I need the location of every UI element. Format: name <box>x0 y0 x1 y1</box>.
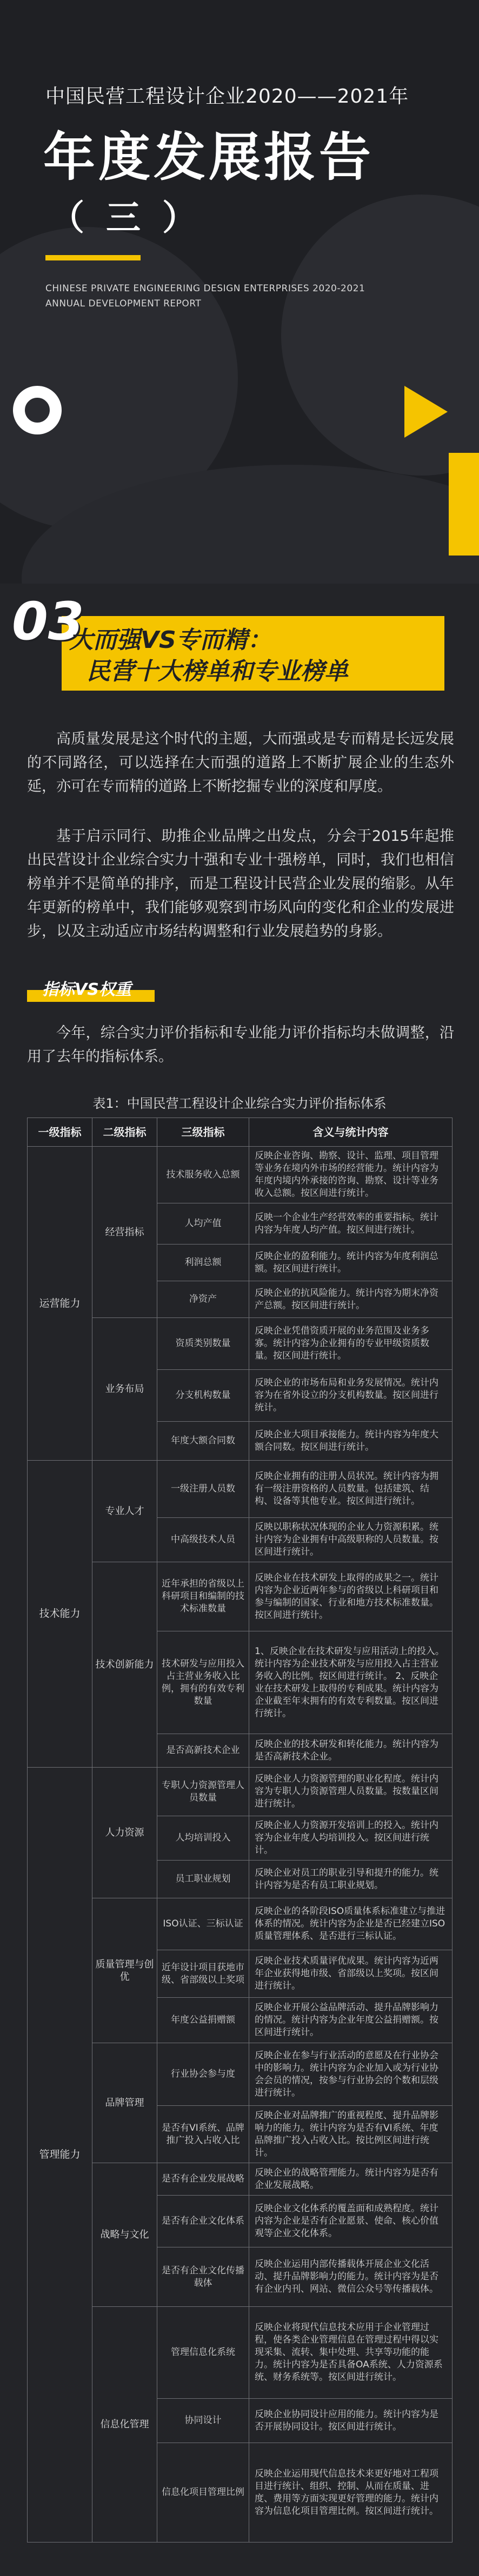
title-underline <box>45 255 141 260</box>
level3-cell: 年度公益捐赠额 <box>157 1998 249 2043</box>
level3-cell: 一级注册人员数 <box>157 1461 249 1518</box>
section-title-line1: 大而强VS专而精： <box>69 626 271 654</box>
description-cell: 反映企业的市场布局和业务发展情况。统计内容为在省外设立的分支机构数量。按区间进行统计。 <box>249 1370 453 1422</box>
level3-cell: 是否高新技术企业 <box>157 1734 249 1768</box>
level3-cell: 是否有企业文化传播载体 <box>157 2247 249 2307</box>
level3-cell: 人均培训投入 <box>157 1816 249 1861</box>
description-cell: 反映企业对员工的职业引导和提升的能力。统计内容为是否有员工职业规划。 <box>249 1861 453 1898</box>
paragraph: 今年，综合实力评价指标和专业能力评价指标均未做调整，沿用了去年的指标体系。 <box>27 1025 454 1065</box>
level2-cell: 业务布局 <box>92 1318 157 1461</box>
description-cell: 反映企业的盈利能力。统计内容为年度利润总额。按区间进行统计。 <box>249 1244 453 1281</box>
description-cell: 反映企业在参与行业活动的意愿及在行业协会中的影响力。统计内容为企业加入或为行业协会会员的情况，按参与行业协会的个数和层级进行统计。 <box>249 2043 453 2106</box>
report-part: （三） <box>50 198 218 238</box>
table-caption: 表1：中国民营工程设计企业综合实力评价指标体系 <box>92 1096 387 1111</box>
level3-cell: 行业协会参与度 <box>157 2043 249 2106</box>
level1-cell: 管理能力 <box>28 1768 92 2542</box>
description-cell: 反映企业的技术研发和转化能力。统计内容为是否高新技术企业。 <box>249 1734 453 1768</box>
level3-cell: 协同设计 <box>157 2399 249 2443</box>
level3-cell: 净资产 <box>157 1281 249 1318</box>
description-cell: 反映企业运用现代信息技术来更好地对工程项目进行统计、组织、控制、从而在质量、进度、费用等方面实现更好管理的能力。统计内容为信息化项目管理比例。按区间进行统计。 <box>249 2443 453 2542</box>
level2-cell: 品牌管理 <box>92 2043 157 2163</box>
description-cell: 反映企业咨询、勘察、设计、监理、项目管理等业务在境内外市场的经营能力。统计内容为年度内境内外承接的咨询、勘察、设计等业务收入总额。按区间进行统计。 <box>249 1147 453 1203</box>
column-header: 二级指标 <box>92 1118 157 1147</box>
table-row <box>28 1461 453 1518</box>
description-cell: 反映企业对品牌推广的重视程度、提升品牌影响力的能力。统计内容为是否有VI系统、年度品牌推广投入占收入比。按比例区间进行统计。 <box>249 2106 453 2163</box>
description-cell: 反映企业的战略管理能力。统计内容为是否有企业发展战略。 <box>249 2163 453 2196</box>
description-cell: 反映企业将现代信息技术应用于企业管理过程，使各类企业管理信息在管理过程中得以实现采集、流转、集中处理、共享等功能的能力。统计内容为是否具备OA系统、人力资源系统、财务系统等。按区间进行统计。 <box>249 2307 453 2399</box>
description-cell: 反映企业拥有的注册人员状况。统计内容为拥有一级注册资格的人员数量。包括建筑、结构、设备等其他专业。按区间进行统计。 <box>249 1461 453 1518</box>
description-cell: 反映企业人力资源管理的职业化程度。统计内容为专职人力资源管理人员数量。按数量区间进行统计。 <box>249 1768 453 1816</box>
column-header: 三级指标 <box>157 1118 249 1147</box>
level3-cell: 专职人力资源管理人员数量 <box>157 1768 249 1816</box>
level1-cell: 技术能力 <box>28 1461 92 1768</box>
description-cell: 1、反映企业在技术研发与应用活动上的投入。统计内容为企业技术研发与应用投入占主营业务收入的比例。按区间进行统计。 2、反映企业在技术研发上取得的专利成果。统计内容为企业截至年末拥有的有效专利数量。按区间进行统计。 <box>249 1631 453 1734</box>
level3-cell: 中高级技术人员 <box>157 1518 249 1562</box>
indicator-table <box>27 1118 453 2542</box>
section-title-line2: 民营十大榜单和专业榜单 <box>87 658 348 685</box>
english-title-line2: ANNUAL DEVELOPMENT REPORT <box>45 298 202 309</box>
play-triangle-icon <box>404 386 448 438</box>
report-title: 年度发展报告 <box>43 127 374 188</box>
level3-cell: 资质类别数量 <box>157 1318 249 1370</box>
paragraph: 基于启示同行、助推企业品牌之出发点，分会于2015年起推出民营设计企业综合实力十强和专业十强榜单，同时，我们也相信榜单并不是简单的排序，而是工程设计民营企业发展的缩影。从年年更新的榜单中，我们能够观察到市场风向的变化和企业的发展进步，以及主动适应市场结构调整和行业发展趋势的身影。 <box>27 828 454 940</box>
level3-cell: 是否有VI系统、品牌推广投入占收入比 <box>157 2106 249 2163</box>
paragraph: 高质量发展是这个时代的主题，大而强或是专而精是长远发展的不同路径，可以选择在大而强的道路上不断扩展企业的生态外延，亦可在专而精的道路上不断挖掘专业的深度和厚度。 <box>27 731 454 795</box>
decor-yellow-block <box>449 453 479 556</box>
description-cell: 反映以职称状况体现的企业人力资源积累。统计内容为企业拥有中高级职称的人员数量。按区间进行统计。 <box>249 1518 453 1562</box>
level3-cell: 技术服务收入总额 <box>157 1147 249 1203</box>
level3-cell: 是否有企业发展战略 <box>157 2163 249 2196</box>
hero-banner <box>0 0 479 584</box>
table-row <box>28 1768 453 1816</box>
level2-cell: 信息化管理 <box>92 2307 157 2542</box>
level2-cell: 专业人才 <box>92 1461 157 1562</box>
level2-cell: 战略与文化 <box>92 2163 157 2307</box>
level3-cell: 信息化项目管理比例 <box>157 2443 249 2542</box>
level3-cell: 是否有企业文化体系 <box>157 2196 249 2247</box>
table-row <box>28 1147 453 1203</box>
level3-cell: 员工职业规划 <box>157 1861 249 1898</box>
english-title-line1: CHINESE PRIVATE ENGINEERING DESIGN ENTERPRISES 2020-2021 <box>45 283 365 294</box>
description-cell: 反映企业在技术研发上取得的成果之一。统计内容为企业近两年参与的省级以上科研项目和参与编制的国家、行业和地方技术标准数量。按区间进行统计。 <box>249 1562 453 1631</box>
level2-cell: 人力资源 <box>92 1768 157 1898</box>
description-cell: 反映企业运用内部传播载体开展企业文化活动、提升品牌影响力的能力。统计内容为是否有企业内刊、网站、微信公众号等传播载体。 <box>249 2247 453 2307</box>
level3-cell: 人均产值 <box>157 1203 249 1244</box>
level3-cell: 分支机构数量 <box>157 1370 249 1422</box>
column-header: 含义与统计内容 <box>249 1118 453 1147</box>
level3-cell: 利润总额 <box>157 1244 249 1281</box>
level3-cell: ISO认证、三标认证 <box>157 1898 249 1950</box>
level1-cell: 运营能力 <box>28 1147 92 1461</box>
column-header: 一级指标 <box>28 1118 92 1147</box>
level2-cell: 质量管理与创优 <box>92 1898 157 2043</box>
description-cell: 反映企业大项目承接能力。统计内容为年度大额合同数。按区间进行统计。 <box>249 1422 453 1461</box>
table-header-row <box>28 1118 453 1147</box>
section-number: 03 <box>12 591 84 652</box>
description-cell: 反映一个企业生产经营效率的重要指标。统计内容为年度人均产值。按区间进行统计。 <box>249 1203 453 1244</box>
report-kicker: 中国民营工程设计企业2020——2021年 <box>45 85 409 108</box>
ring-icon <box>13 386 62 434</box>
description-cell: 反映企业协同设计应用的能力。统计内容为是否开展协同设计。按区间进行统计。 <box>249 2399 453 2443</box>
level3-cell: 近年承担的省级以上科研项目和编制的技术标准数量 <box>157 1562 249 1631</box>
description-cell: 反映企业凭借资质开展的业务范围及业务多寡。统计内容为企业拥有的专业甲级资质数量。按区间进行统计。 <box>249 1318 453 1370</box>
description-cell: 反映企业的抗风险能力。统计内容为期末净资产总额。按区间进行统计。 <box>249 1281 453 1318</box>
level2-cell: 技术创新能力 <box>92 1562 157 1768</box>
subheading-tag: 指标VS权重 <box>42 980 131 999</box>
description-cell: 反映企业人力资源开发培训上的投入。统计内容为企业年度人均培训投入。按区间进行统计。 <box>249 1816 453 1861</box>
level3-cell: 年度大额合同数 <box>157 1422 249 1461</box>
level3-cell: 技术研发与应用投入占主营业务收入比例，拥有的有效专利数量 <box>157 1631 249 1734</box>
level3-cell: 近年设计项目获地市级、省部级以上奖项 <box>157 1950 249 1998</box>
description-cell: 反映企业技术质量评优成果。统计内容为近两年企业获得地市级、省部级以上奖项。按区间进行统计。 <box>249 1950 453 1998</box>
description-cell: 反映企业的各阶段ISO质量体系标准建立与推进体系的情况。统计内容为企业是否已经建立ISO质量管理体系、是否进行三标认证。 <box>249 1898 453 1950</box>
level3-cell: 管理信息化系统 <box>157 2307 249 2399</box>
level2-cell: 经营指标 <box>92 1147 157 1318</box>
decor-circle <box>281 195 479 476</box>
description-cell: 反映企业开展公益品牌活动、提升品牌影响力的情况。统计内容为企业年度公益捐赠额。按区间进行统计。 <box>249 1998 453 2043</box>
description-cell: 反映企业文化体系的覆盖面和成熟程度。统计内容为企业是否有企业愿景、使命、核心价值观等企业文化体系。 <box>249 2196 453 2247</box>
